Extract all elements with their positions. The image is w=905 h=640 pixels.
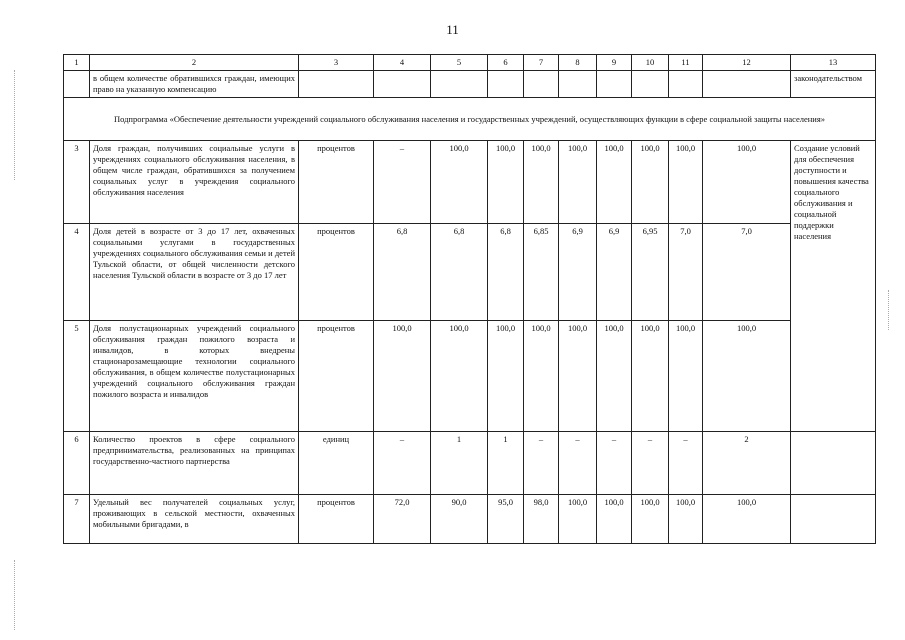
value-cell: 100,0 xyxy=(488,141,524,224)
table-row xyxy=(64,495,876,544)
value-cell xyxy=(374,71,431,98)
value-cell: 6,8 xyxy=(431,224,488,321)
value-cell: 100,0 xyxy=(597,141,632,224)
scan-artifact xyxy=(888,290,889,330)
indicator-name: Удельный вес получателей социальных услуг, проживающих в сельской местности, охваченных мобильными бригадами, в xyxy=(90,495,299,544)
scan-artifact xyxy=(14,70,15,180)
value-cell: – xyxy=(632,432,669,495)
indicator-name: Доля граждан, получивших социальные услуги в учреждениях социального обслуживания населения, в общем числе граждан, обратившихся за получением социальных услуг в учреждения социального обслуживания населения xyxy=(90,141,299,224)
header-cell: 7 xyxy=(524,55,559,71)
table-row xyxy=(64,141,876,224)
indicator-name: Доля детей в возрасте от 3 до 17 лет, охваченных социальными услугами в государственных учреждениях социального обслуживания семьи и детей Тульской области, от общей численности детского населения Тульской области в возрасте от 3 до 17 лет xyxy=(90,224,299,321)
value-cell: 98,0 xyxy=(524,495,559,544)
header-cell: 11 xyxy=(669,55,703,71)
header-cell: 2 xyxy=(90,55,299,71)
value-cell xyxy=(703,71,791,98)
value-cell: 100,0 xyxy=(488,321,524,432)
value-cell: – xyxy=(374,141,431,224)
value-cell xyxy=(524,71,559,98)
value-cell: 100,0 xyxy=(669,141,703,224)
value-cell: 100,0 xyxy=(431,141,488,224)
expected-result: Создание условий для обеспечения доступности и повышения качества социального обслуживания и социальной поддержки населения xyxy=(791,141,876,432)
header-cell: 6 xyxy=(488,55,524,71)
row-number: 7 xyxy=(64,495,90,544)
row-number: 6 xyxy=(64,432,90,495)
value-cell: 100,0 xyxy=(703,141,791,224)
value-cell: 100,0 xyxy=(703,321,791,432)
indicator-name: в общем количестве обратившихся граждан, имеющих право на указанную компенсацию xyxy=(90,71,299,98)
value-cell: 100,0 xyxy=(669,495,703,544)
row-number: 3 xyxy=(64,141,90,224)
value-cell: – xyxy=(524,432,559,495)
scan-artifact xyxy=(14,560,15,630)
indicator-name: Доля полустационарных учреждений социального обслуживания граждан пожилого возраста и инвалидов, в которых внедрены стационарозамещающие технологии социального обслуживания, в общем количестве полустационарных учреждений социального обслуживания граждан пожилого возраста и инвалидов xyxy=(90,321,299,432)
value-cell: – xyxy=(374,432,431,495)
value-cell: – xyxy=(559,432,597,495)
value-cell: 100,0 xyxy=(597,321,632,432)
indicator-name: Количество проектов в сфере социального предпринимательства, реализованных на принципах государственно-частного партнерства xyxy=(90,432,299,495)
value-cell: 6,95 xyxy=(632,224,669,321)
value-cell: 6,8 xyxy=(488,224,524,321)
value-cell xyxy=(431,71,488,98)
header-cell: 12 xyxy=(703,55,791,71)
header-cell: 1 xyxy=(64,55,90,71)
value-cell: – xyxy=(669,432,703,495)
result-cell xyxy=(791,432,876,495)
table-row xyxy=(64,321,876,432)
value-cell xyxy=(632,71,669,98)
row-number xyxy=(64,71,90,98)
value-cell: 7,0 xyxy=(703,224,791,321)
value-cell: 6,9 xyxy=(559,224,597,321)
value-cell: 100,0 xyxy=(632,495,669,544)
value-cell: 100,0 xyxy=(632,321,669,432)
unit-cell: процентов xyxy=(299,495,374,544)
value-cell: 100,0 xyxy=(559,321,597,432)
table-row xyxy=(64,224,876,321)
header-cell: 3 xyxy=(299,55,374,71)
table-row xyxy=(64,432,876,495)
value-cell xyxy=(597,71,632,98)
value-cell: 100,0 xyxy=(597,495,632,544)
value-cell: 95,0 xyxy=(488,495,524,544)
value-cell: 100,0 xyxy=(431,321,488,432)
value-cell xyxy=(669,71,703,98)
row-number: 5 xyxy=(64,321,90,432)
header-cell: 4 xyxy=(374,55,431,71)
value-cell: 90,0 xyxy=(431,495,488,544)
header-cell: 10 xyxy=(632,55,669,71)
page-number: 11 xyxy=(446,22,459,37)
value-cell: 100,0 xyxy=(703,495,791,544)
value-cell: 1 xyxy=(488,432,524,495)
unit-cell xyxy=(299,71,374,98)
value-cell: 6,8 xyxy=(374,224,431,321)
value-cell: 100,0 xyxy=(632,141,669,224)
header-row xyxy=(64,55,876,71)
header-cell: 5 xyxy=(431,55,488,71)
value-cell: 100,0 xyxy=(669,321,703,432)
value-cell: 6,9 xyxy=(597,224,632,321)
unit-cell: процентов xyxy=(299,141,374,224)
header-cell: 13 xyxy=(791,55,876,71)
header-cell: 8 xyxy=(559,55,597,71)
row-number: 4 xyxy=(64,224,90,321)
value-cell: 100,0 xyxy=(524,141,559,224)
header-cell: 9 xyxy=(597,55,632,71)
subprogram-row xyxy=(64,98,876,141)
value-cell xyxy=(488,71,524,98)
value-cell: 100,0 xyxy=(374,321,431,432)
value-cell: 72,0 xyxy=(374,495,431,544)
result-cell xyxy=(791,495,876,544)
subprogram-title: Подпрограмма «Обеспечение деятельности учреждений социального обслуживания населения и государственных учреждений, осуществляющих функции в сфере социальной защиты населения» xyxy=(64,98,876,141)
value-cell xyxy=(559,71,597,98)
value-cell: 100,0 xyxy=(559,141,597,224)
value-cell: – xyxy=(597,432,632,495)
unit-cell: процентов xyxy=(299,224,374,321)
unit-cell: единиц xyxy=(299,432,374,495)
value-cell: 6,85 xyxy=(524,224,559,321)
value-cell: 1 xyxy=(431,432,488,495)
value-cell: 100,0 xyxy=(524,321,559,432)
value-cell: 100,0 xyxy=(559,495,597,544)
indicators-table xyxy=(63,54,876,544)
result-cell: законодательством xyxy=(791,71,876,98)
value-cell: 2 xyxy=(703,432,791,495)
unit-cell: процентов xyxy=(299,321,374,432)
table-row xyxy=(64,71,876,98)
value-cell: 7,0 xyxy=(669,224,703,321)
